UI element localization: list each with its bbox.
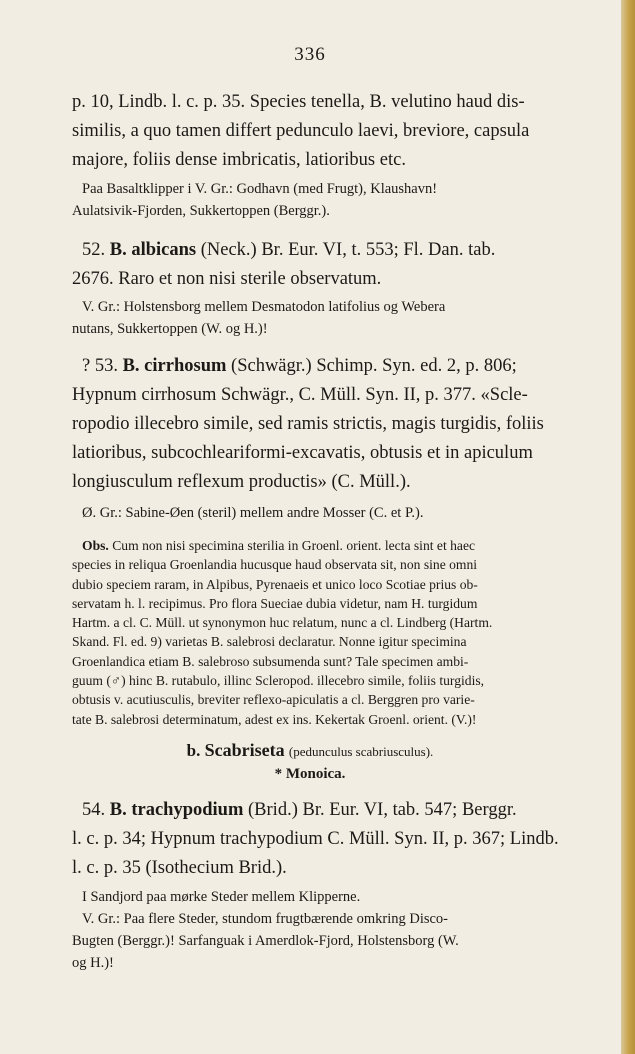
text-line: tate B. salebrosi determinatum, adest ex ins. Kekertak Groenl. orient. (V.)! — [72, 711, 477, 727]
section-53 — [72, 352, 592, 497]
text-line: V. Gr.: Paa flere Steder, stundom frugtbærende omkring Disco- — [82, 911, 449, 927]
text-line: guum (♂) hinc B. rutabulo, illinc Scleropod. illecebro simile, foliis turgidis, — [72, 673, 485, 689]
text-line: Hartm. a cl. C. Müll. ut synonymon huc relatum, nunc a cl. Lindberg (Hartm. — [72, 615, 493, 631]
species-heading-line — [72, 796, 592, 825]
species-name: B. albicans — [109, 240, 197, 260]
text-line: 2676. Raro et non nisi sterile observatum. — [72, 269, 382, 289]
subsection-heading — [0, 740, 620, 761]
species-name: B. trachypodium — [109, 800, 244, 820]
observation-note — [72, 536, 592, 729]
text-line: ropodio illecebro simile, sed ramis strictis, magis turgidis, foliis — [72, 414, 544, 434]
section-53-localities — [72, 502, 592, 524]
section-54 — [72, 796, 592, 883]
text-line: Ø. Gr.: Sabine-Øen (steril) mellem andre Mosser (C. et P.). — [82, 505, 424, 521]
obs-label: Obs. — [82, 538, 109, 553]
page-number: 336 — [294, 44, 326, 65]
text-line: Bugten (Berggr.)! Sarfanguak i Amerdlok-Fjord, Holstensborg (W. — [72, 933, 459, 949]
species-heading-line — [72, 236, 592, 265]
obs-text: Cum non nisi specimina sterilia in Groenl. orient. lecta sint et haec — [112, 538, 476, 553]
text-line: Hypnum cirrhosum Schwägr., C. Müll. Syn. II, p. 377. «Scle- — [72, 385, 528, 405]
section-54-localities — [72, 886, 592, 974]
text-line: Skand. Fl. ed. 9) varietas B. salebrosi declaratur. Nonne igitur specimina — [72, 634, 467, 650]
section-51-localities — [72, 178, 592, 222]
text-line: og H.)! — [72, 955, 114, 971]
text-line: species in reliqua Groenlandia hucusque haud observata sit, non sine omni — [72, 557, 478, 573]
text-line: Aulatsivik-Fjorden, Sukkertoppen (Berggr.). — [72, 203, 330, 219]
species-number: 52. — [82, 240, 106, 260]
text-line: p. 10, Lindb. l. c. p. 35. Species tenella, B. velutino haud dis- — [72, 92, 525, 112]
group-heading — [0, 766, 620, 783]
text-line: latioribus, subcochleariformi-excavatis, obtusis et in apiculum — [72, 443, 533, 463]
page-edge — [621, 0, 635, 1054]
species-heading-line — [72, 352, 592, 381]
text-line: servatam h. l. recipimus. Pro flora Sueciae dubia videtur, nam H. turgidum — [72, 595, 478, 611]
section-52-localities — [72, 296, 592, 340]
obs-first-line — [72, 536, 592, 555]
text-line: longiusculum reflexum productis» (C. Müll.). — [72, 472, 411, 492]
text-line: l. c. p. 35 (Isothecium Brid.). — [72, 858, 287, 878]
section-52 — [72, 236, 592, 294]
species-citation: (Brid.) Br. Eur. VI, tab. 547; Berggr. — [248, 800, 517, 820]
text-line: dubio speciem raram, in Alpibus, Pyrenaeis et unico loco Scotiae prius ob- — [72, 576, 478, 592]
text-line: V. Gr.: Holstensborg mellem Desmatodon latifolius og Webera — [82, 299, 446, 315]
species-citation: (Schwägr.) Schimp. Syn. ed. 2, p. 806; — [231, 356, 517, 376]
species-name: B. cirrhosum — [122, 356, 227, 376]
text-line: majore, foliis dense imbricatis, latioribus etc. — [72, 150, 406, 170]
species-number: ? 53. — [82, 356, 118, 376]
text-line: similis, a quo tamen differt pedunculo laevi, breviore, capsula — [72, 121, 530, 141]
text-line: Groenlandica etiam B. salebroso subsumenda sunt? Tale specimen ambi- — [72, 653, 469, 669]
text-line: nutans, Sukkertoppen (W. og H.)! — [72, 321, 268, 337]
group-name: * Monoica. — [274, 766, 346, 782]
subsection-letter: b. — [186, 741, 201, 760]
text-line: Paa Basaltklipper i V. Gr.: Godhavn (med Frugt), Klaushavn! — [82, 181, 438, 197]
section-51-continuation — [72, 88, 592, 175]
species-number: 54. — [82, 800, 106, 820]
species-citation: (Neck.) Br. Eur. VI, t. 553; Fl. Dan. tab. — [200, 240, 496, 260]
subsection-note: (pedunculus scabriusculus). — [288, 744, 434, 759]
text-line: I Sandjord paa mørke Steder mellem Klipperne. — [82, 889, 361, 905]
subsection-name: Scabriseta — [204, 740, 285, 760]
text-line: obtusis v. acutiusculis, breviter reflexo-apiculatis a cl. Berggren pro varie- — [72, 692, 475, 708]
text-line: l. c. p. 34; Hypnum trachypodium C. Müll. Syn. II, p. 367; Lindb. — [72, 829, 559, 849]
